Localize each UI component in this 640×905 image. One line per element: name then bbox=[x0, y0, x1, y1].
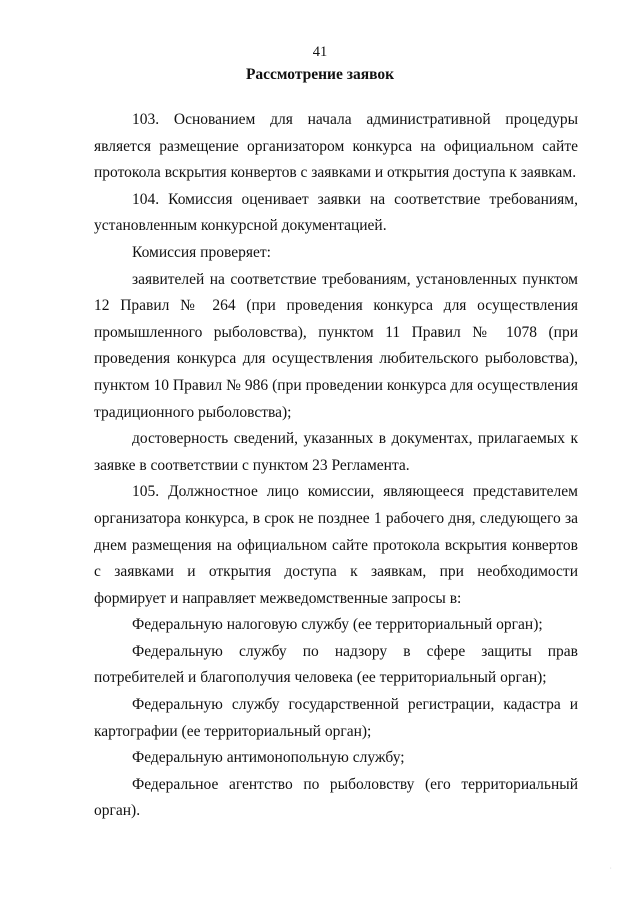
scan-mark: ˙ bbox=[609, 866, 612, 875]
paragraph-104: 104. Комиссия оценивает заявки на соответствие требованиям, установленным конкурсной документацией. bbox=[94, 190, 578, 235]
list-item-tax-service: Федеральную налоговую службу (ее территориальный орган); bbox=[132, 616, 543, 634]
list-item-antimonopoly-service: Федеральную антимонопольную службу; bbox=[132, 749, 405, 767]
list-item-fishery-agency: Федеральное агентство по рыболовству (его территориальный орган). bbox=[94, 775, 578, 820]
page-number: 41 bbox=[312, 44, 328, 60]
paragraph-commission-checks: Комиссия проверяет: bbox=[132, 243, 271, 261]
list-item-registration-service: Федеральную службу государственной регистрации, кадастра и картографии (ее территориальный орган); bbox=[94, 696, 578, 740]
paragraph-information-reliability: достоверность сведений, указанных в документах, прилагаемых к заявке в соответствии с пунктом 23 Регламента. bbox=[94, 430, 578, 474]
document-body bbox=[94, 95, 578, 825]
list-item-consumer-protection-service: Федеральную службу по надзору в сфере защиты прав потребителей и благополучия человека (ее территориальный орган); bbox=[94, 642, 578, 687]
section-title: Рассмотрение заявок bbox=[245, 66, 395, 83]
paragraph-applicants-requirements: заявителей на соответствие требованиям, установленных пунктом 12 Правил № 264 (при проведения конкурса для осуществления промышленного рыболовства), пунктом 11 Правил № 1078 (при проведения конкурса для осуществления любительского рыболовства), пунктом 10 Правил № 986 (при проведении конкурса для осуществления традиционного рыболовства); bbox=[94, 270, 578, 421]
paragraph-105: 105. Должностное лицо комиссии, являющееся представителем организатора конкурса, в срок не позднее 1 рабочего дня, следующего за днем размещения на официальном сайте протокола вскрытия конвертов с заявками и открытия доступа к заявкам, при необходимости формирует и направляет межведомственные запросы в: bbox=[94, 483, 578, 607]
paragraph-103: 103. Основанием для начала административной процедуры является размещение организатором конкурса на официальном сайте протокола вскрытия конвертов с заявками и открытия доступа к заявкам. bbox=[94, 111, 578, 182]
